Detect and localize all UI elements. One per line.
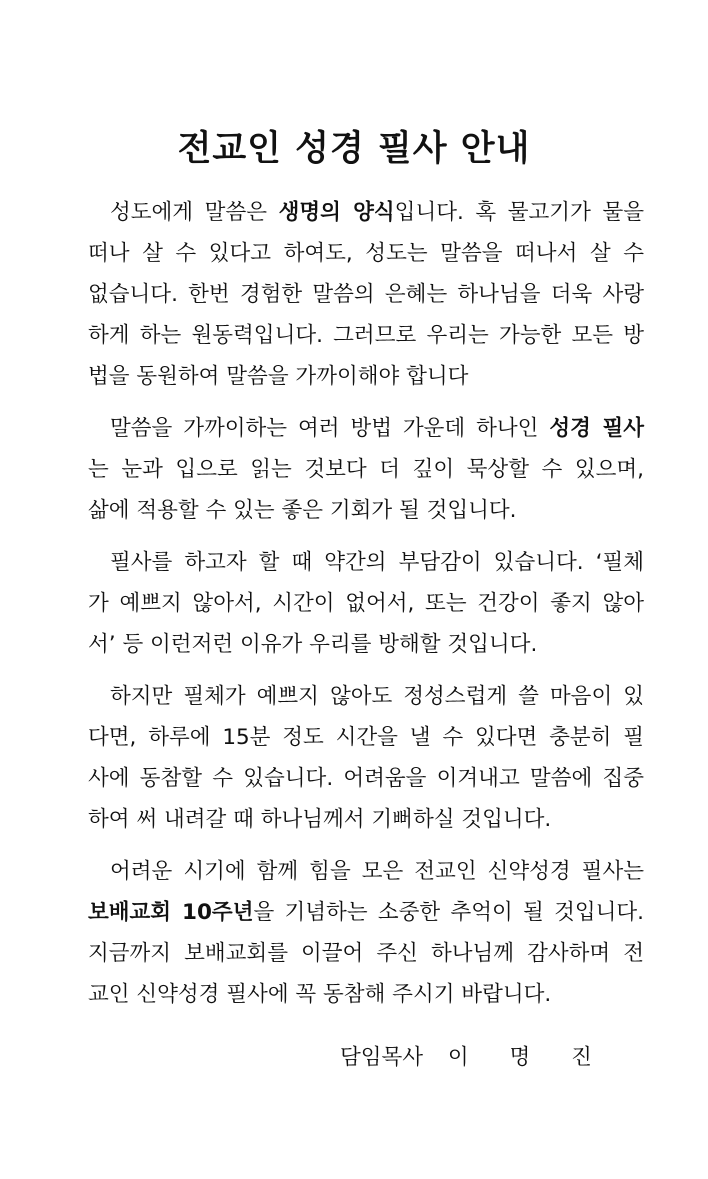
text-line <box>88 192 644 233</box>
text-segment: 하지만 필체가 예쁘지 않아도 정성스럽게 쓸 마음이 있 <box>110 684 644 709</box>
text-segment: 다면, 하루에 15분 정도 시간을 낼 수 있다면 충분히 필 <box>88 725 644 750</box>
text-segment: 서’ 등 이런저런 이유가 우리를 방해할 것입니다. <box>88 632 538 657</box>
text-segment: 지금까지 보배교회를 이끌어 주신 하나님께 감사하며 전 <box>88 941 644 966</box>
document-body <box>88 192 644 1026</box>
signature-role: 담임목사 <box>340 1045 424 1070</box>
text-line <box>88 542 644 583</box>
text-line <box>88 490 644 531</box>
text-line <box>88 799 644 840</box>
text-segment: 떠나 살 수 있다고 하여도, 성도는 말씀을 떠나서 살 수 <box>88 241 644 266</box>
text-segment: 을 기념하는 소중한 추억이 될 것입니다. <box>253 900 644 925</box>
emphasized-text: 생명의 양식 <box>278 200 395 225</box>
emphasized-text: 보배교회 10주년 <box>88 900 254 925</box>
text-segment: 는 눈과 입으로 읽는 것보다 더 깊이 묵상할 수 있으며, <box>88 457 644 482</box>
text-line <box>88 933 644 974</box>
text-line <box>88 449 644 490</box>
text-segment: 하게 하는 원동력입니다. 그러므로 우리는 가능한 모든 방 <box>88 323 644 348</box>
text-line <box>88 233 644 274</box>
text-line <box>88 892 644 933</box>
text-segment: 성도에게 말씀은 <box>110 200 279 225</box>
text-line <box>88 758 644 799</box>
text-line <box>88 583 644 624</box>
signature-name-char: 진 <box>571 1045 592 1070</box>
text-segment: 삶에 적용할 수 있는 좋은 기회가 될 것입니다. <box>88 498 517 523</box>
signature-name-char: 이 <box>447 1045 469 1070</box>
text-segment: 입니다. 혹 물고기가 물을 <box>394 200 644 225</box>
text-segment: 없습니다. 한번 경험한 말씀의 은혜는 하나님을 더욱 사랑 <box>88 282 644 307</box>
text-segment: 필사를 하고자 할 때 약간의 부담감이 있습니다. ‘필체 <box>110 550 644 575</box>
text-segment: 가 예쁘지 않아서, 시간이 없어서, 또는 건강이 좋지 않아 <box>88 591 644 616</box>
emphasized-text: 성경 필사 <box>549 416 645 441</box>
text-line <box>88 676 644 717</box>
text-line <box>88 274 644 315</box>
paragraph <box>88 408 644 531</box>
text-line <box>88 851 644 892</box>
signature <box>340 1040 592 1071</box>
paragraph <box>88 676 644 840</box>
text-line <box>88 315 644 356</box>
text-line <box>88 717 644 758</box>
text-segment: 말씀을 가까이하는 여러 방법 가운데 하나인 <box>110 416 550 441</box>
text-segment: 하여 써 내려갈 때 하나님께서 기뻐하실 것입니다. <box>88 807 552 832</box>
text-line <box>88 408 644 449</box>
paragraph <box>88 542 644 665</box>
signature-name-char: 명 <box>509 1045 531 1070</box>
page-title: 전교인 성경 필사 안내 <box>177 129 531 170</box>
text-segment: 교인 신약성경 필사에 꼭 동참해 주시기 바랍니다. <box>88 982 552 1007</box>
text-line <box>88 974 644 1015</box>
text-segment: 법을 동원하여 말씀을 가까이해야 합니다 <box>88 364 469 389</box>
paragraph <box>88 192 644 397</box>
text-line <box>88 356 644 397</box>
text-segment: 사에 동참할 수 있습니다. 어려움을 이겨내고 말씀에 집중 <box>88 766 644 791</box>
text-segment: 어려운 시기에 함께 힘을 모은 전교인 신약성경 필사는 <box>110 859 644 884</box>
text-line <box>88 624 644 665</box>
paragraph <box>88 851 644 1015</box>
